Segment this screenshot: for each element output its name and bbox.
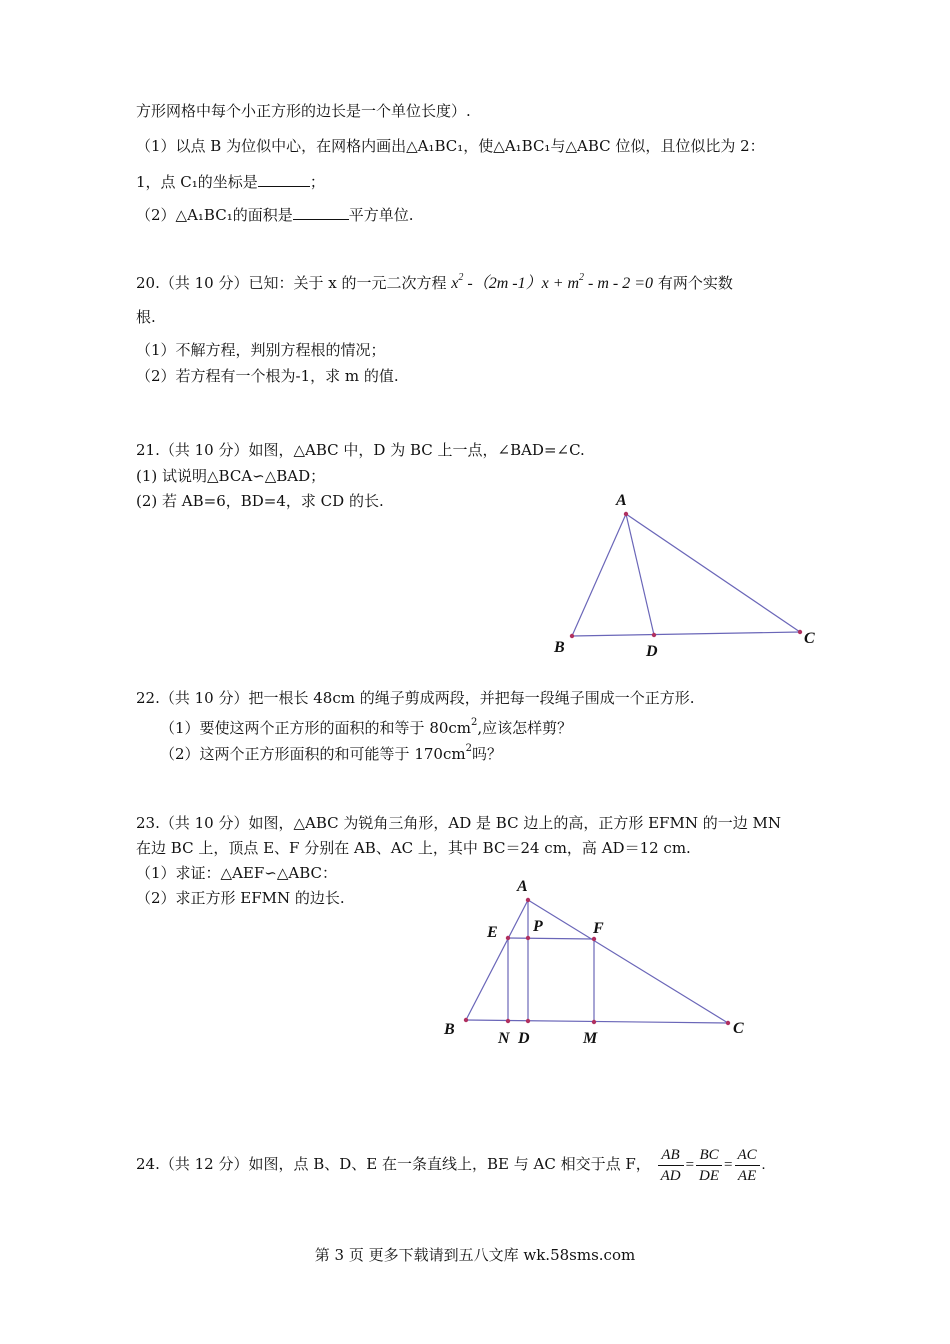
q19-part2-end: 平方单位. [348,206,414,224]
q23-label-e: E [487,924,498,941]
page-footer: 第 3 页 更多下载请到五八文库 wk.58sms.com [314,1246,636,1264]
q21-label-d: D [646,643,658,660]
q22-part1-end: ,应该怎样剪？ [477,719,573,737]
q22-part2-end: 吗？ [471,745,502,763]
q23-segment-bc [466,1020,728,1023]
q19-part1-text: 1，点 C₁的坐标是 [136,173,258,191]
q21-head: 21.（共 10 分）如图，△ABC 中，D 为 BC 上一点，∠BAD=∠C. [136,441,585,459]
q23-line2: 在边 BC 上，顶点 E、F 分别在 AB、AC 上，其中 BC＝24 cm，高 AD＝12 cm. [136,839,691,857]
q23-part1: （1）求证：△AEF∽△ABC： [136,864,337,882]
q21-label-a: A [616,492,627,509]
q24-f3-num: AC [735,1145,760,1166]
q23-point-b [464,1018,468,1022]
q23-point-n [506,1019,510,1023]
q23-part2: （2）求正方形 EFMN 的边长. [136,889,345,907]
q21-segment-ab [572,514,626,636]
q23-label-c: C [733,1020,744,1037]
q23-label-b: B [444,1021,455,1038]
q21-label-b: B [554,639,565,656]
q19-part2 [136,205,414,225]
q24-f2-den: DE [699,1167,720,1184]
q22-part1-text: （1）要使这两个正方形的面积的和等于 80cm [160,719,472,737]
q23-segment-ef [508,938,594,939]
q20-part2: （2）若方程有一个根为-1，求 m 的值. [136,367,399,385]
q20-eq-tail: - m - 2 =0 [584,275,654,292]
q20-head [136,268,733,294]
q21-triangle-figure [540,482,840,672]
q19-answer-blank-1[interactable] [258,172,310,187]
q24-fraction-2 [696,1145,722,1186]
q22-part1-sup: 2 [471,717,478,728]
q23-point-e [506,936,510,940]
q23-line1: 23.（共 10 分）如图，△ABC 为锐角三角形，AD 是 BC 边上的高，正方形 EFMN 的一边 MN [136,814,781,832]
q22-part1 [160,713,572,738]
q19-part1-line1: （1）以点 B 为位似中心，在网格内画出△A₁BC₁，使△A₁BC₁与△ABC 位似，且位似比为 2： [136,137,765,155]
q21-label-c: C [804,630,815,647]
q20-line2: 根. [136,308,156,326]
q23-point-p [526,936,530,940]
q19-answer-blank-2[interactable] [293,205,349,220]
q20-eq-exp1: 2 [458,272,464,283]
q21-point-c [798,630,802,634]
q23-label-d: D [518,1030,530,1047]
q23-label-p: P [533,918,543,935]
q23-point-f [592,937,596,941]
q23-segment-ac [528,900,728,1023]
q20-eq-exp2: 2 [579,272,585,283]
q24-head-text: 24.（共 12 分）如图，点 B、D、E 在一条直线上，BE 与 AC 相交于点 F， [136,1155,651,1173]
q24-f1-den: AD [660,1167,681,1184]
q21-point-a [624,512,628,516]
q21-segment-ad [626,514,654,635]
q24-end: . [761,1157,766,1173]
q23-point-d [526,1019,530,1023]
q21-part2: (2) 若 AB=6，BD=4，求 CD 的长. [136,492,384,510]
q22-head: 22.（共 10 分）把一根长 48cm 的绳子剪成两段，并把每一段绳子围成一个正方形. [136,689,695,707]
q20-part1: （1）不解方程，判别方程根的情况； [136,341,386,359]
q23-label-m: M [583,1030,598,1047]
q21-segment-bc [572,632,800,636]
q23-label-n: N [498,1030,510,1047]
q23-segment-ab [466,900,528,1020]
q19-part1-line2 [136,172,325,192]
q23-label-a: A [517,878,528,895]
q20-eq-mid: -（2m -1）x + m [463,275,580,292]
q24-fraction-1 [658,1145,684,1186]
q24-eq-1: = [685,1157,695,1173]
q21-point-d [652,633,656,637]
q21-part1: (1) 试说明△BCA∽△BAD； [136,467,326,485]
q24-head [136,1144,765,1186]
q23-point-m [592,1020,596,1024]
q22-part2-text: （2）这两个正方形面积的和可能等于 170cm [160,745,466,763]
q19-part1-end: ； [309,173,325,191]
q21-segment-ac [626,514,800,632]
q23-point-c [726,1021,730,1025]
q23-label-f: F [593,920,604,937]
q22-part2 [160,739,502,764]
q24-f1-num: AB [658,1145,684,1166]
q24-eq-2: = [724,1157,733,1173]
q24-fraction-3 [735,1145,760,1186]
q23-square-figure [440,872,760,1052]
q21-point-b [570,634,574,638]
q24-f3-den: AE [737,1167,757,1184]
q22-part2-sup: 2 [465,743,472,754]
q20-head-tail: 有两个实数 [657,274,733,292]
q19-part2-text: （2）△A₁BC₁的面积是 [136,206,293,224]
q20-head-text: 20.（共 10 分）已知：关于 x 的一元二次方程 [136,274,447,292]
q20-eq-x: x [451,275,459,292]
q23-point-a [526,898,530,902]
q20-equation [451,272,654,292]
q19-intro: 方形网格中每个小正方形的边长是一个单位长度）. [136,102,471,120]
q24-f2-num: BC [696,1145,722,1166]
